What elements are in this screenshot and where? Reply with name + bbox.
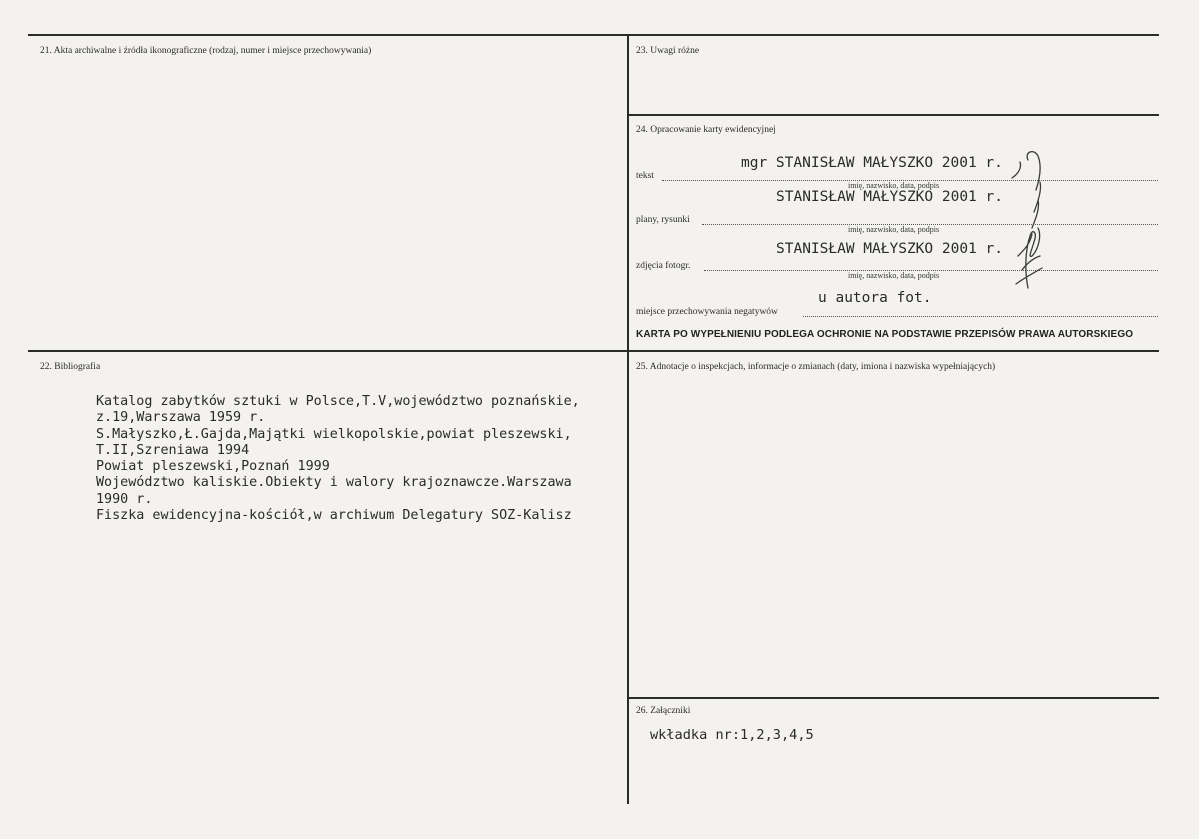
divider-25-26 bbox=[627, 697, 1159, 699]
text-field-dotted-line bbox=[662, 170, 1158, 181]
drawings-field-caption: imię, nazwisko, data, podpis bbox=[848, 225, 940, 234]
drawings-author-value: STANISŁAW MAŁYSZKO 2001 r. bbox=[776, 189, 1003, 205]
photos-field-dotted-line bbox=[704, 260, 1158, 271]
bibliography-line: S.Małyszko,Ł.Gajda,Majątki wielkopolskie,powiat pleszewski, bbox=[96, 426, 572, 442]
negatives-location-dotted-line bbox=[803, 306, 1158, 317]
section-26-heading: 26. Załączniki bbox=[636, 706, 691, 716]
handwritten-signature bbox=[998, 138, 1058, 298]
negatives-location-label: miejsce przechowywania negatywów bbox=[636, 307, 778, 317]
bibliography-line: z.19,Warszawa 1959 r. bbox=[96, 410, 266, 426]
drawings-field-dotted-line bbox=[702, 214, 1158, 225]
attachments-value: wkładka nr:1,2,3,4,5 bbox=[650, 727, 814, 743]
section-25-heading: 25. Adnotacje o inspekcjach, informacje o zmianach (daty, imiona i nazwiska wypełniających) bbox=[636, 362, 996, 372]
bibliography-line: Powiat pleszewski,Poznań 1999 bbox=[96, 459, 330, 475]
photos-field-label: zdjęcia fotogr. bbox=[636, 261, 691, 271]
middle-horizontal-divider bbox=[28, 350, 1159, 352]
copyright-notice: KARTA PO WYPEŁNIENIU PODLEGA OCHRONIE NA PODSTAWIE PRZEPISÓW PRAWA AUTORSKIEGO bbox=[636, 329, 1134, 340]
center-vertical-divider bbox=[627, 34, 629, 804]
text-field-label: tekst bbox=[636, 171, 654, 181]
divider-23-24 bbox=[627, 114, 1159, 116]
section-21-heading: 21. Akta archiwalne i źródła ikonograficzne (rodzaj, numer i miejsce przechowywania) bbox=[40, 46, 372, 56]
top-border bbox=[28, 34, 1159, 36]
photos-field-caption: imię, nazwisko, data, podpis bbox=[848, 271, 940, 280]
negatives-location-value: u autora fot. bbox=[818, 290, 932, 306]
photos-author-value: STANISŁAW MAŁYSZKO 2001 r. bbox=[776, 241, 1003, 257]
section-22-heading: 22. Bibliografia bbox=[40, 362, 101, 372]
bibliography-line: T.II,Szreniawa 1994 bbox=[96, 442, 250, 458]
section-23-heading: 23. Uwagi różne bbox=[636, 46, 700, 56]
drawings-field-label: plany, rysunki bbox=[636, 215, 690, 225]
bibliography-line: 1990 r. bbox=[96, 491, 153, 507]
text-author-value: mgr STANISŁAW MAŁYSZKO 2001 r. bbox=[741, 155, 1003, 171]
bibliography-line: Województwo kaliskie.Obiekty i walory krajoznawcze.Warszawa bbox=[96, 475, 572, 491]
text-field-caption: imię, nazwisko, data, podpis bbox=[848, 181, 940, 190]
section-24-heading: 24. Opracowanie karty ewidencyjnej bbox=[636, 125, 776, 135]
bibliography-line: Katalog zabytków sztuki w Polsce,T.V,województwo poznańskie, bbox=[96, 394, 580, 409]
bibliography-line: Fiszka ewidencyjna-kościół,w archiwum Delegatury SOZ-Kalisz bbox=[96, 508, 572, 524]
bibliography-list bbox=[96, 394, 580, 524]
